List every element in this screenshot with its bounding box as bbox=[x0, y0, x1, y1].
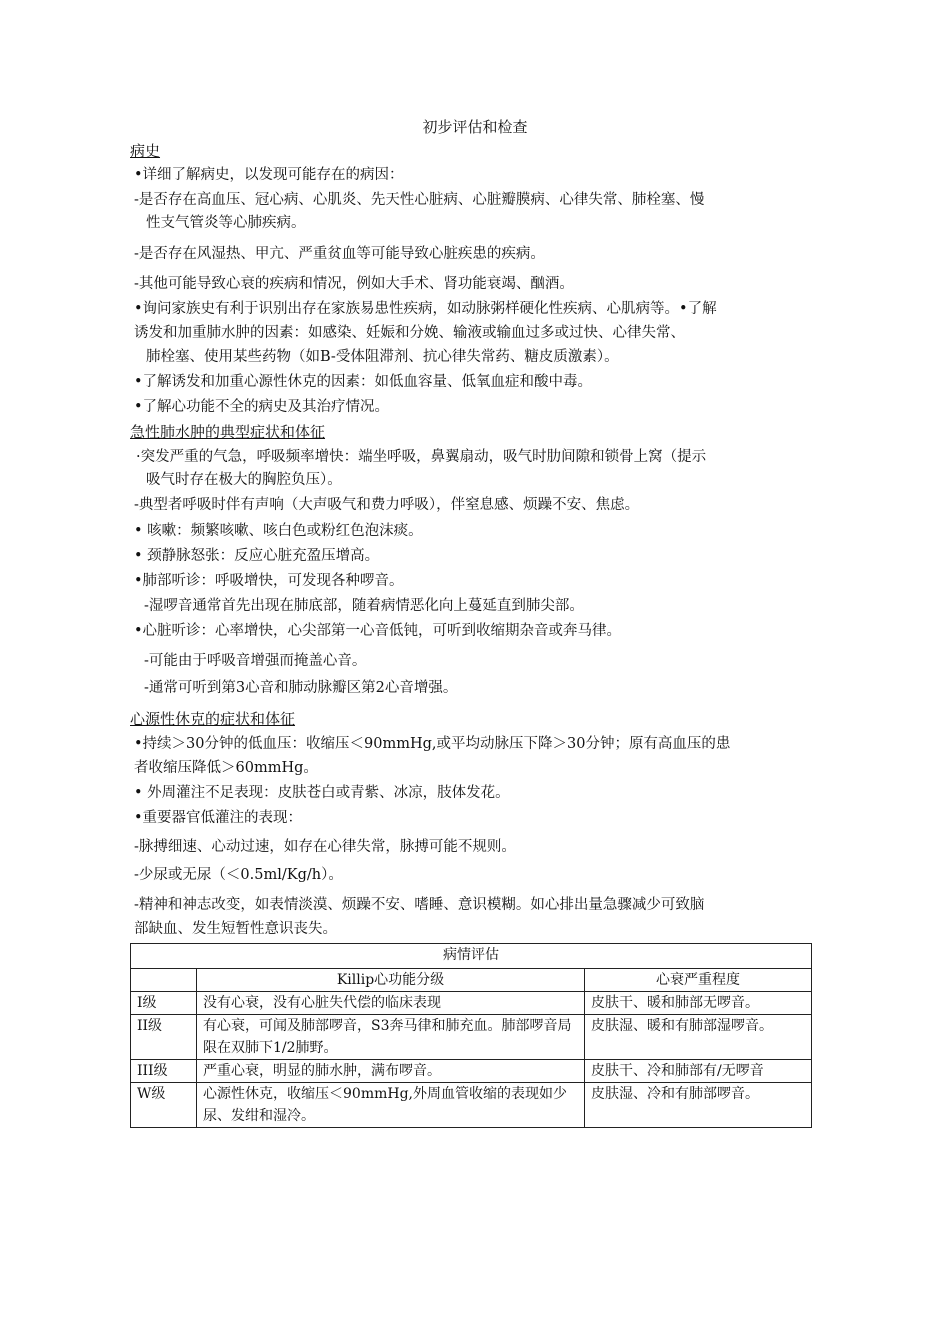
severity-cell: 皮肤湿、暖和有肺部湿啰音。 bbox=[585, 1015, 812, 1060]
grade-cell: I级 bbox=[131, 992, 197, 1015]
edema-line: •肺部听诊：呼吸增快，可发现各种啰音。 bbox=[134, 573, 404, 589]
table-header-row bbox=[131, 969, 812, 992]
history-line: •详细了解病史，以发现可能存在的病因： bbox=[134, 167, 404, 183]
history-line: -是否存在高血压、冠心病、心肌炎、先天性心脏病、心脏瓣膜病、心律失常、肺栓塞、慢 bbox=[134, 192, 705, 208]
shock-line: -精神和神志改变，如表情淡漠、烦躁不安、嗜睡、意识模糊。如心排出量急骤减少可致脑 bbox=[134, 897, 705, 913]
history-line: •了解心功能不全的病史及其治疗情况。 bbox=[134, 399, 390, 415]
assessment-table bbox=[130, 943, 812, 1128]
grade-cell: II级 bbox=[131, 1015, 197, 1060]
section-heading-history: 病史 bbox=[130, 142, 161, 160]
history-line: •询问家族史有利于识别出存在家族易患性疾病，如动脉粥样硬化性疾病、心肌病等。•了解 bbox=[134, 301, 717, 317]
killip-cell: 心源性休克，收缩压＜90mmHg,外周血管收缩的表现如少尿、发绀和湿冷。 bbox=[197, 1083, 585, 1128]
section-heading-cardiogenic-shock: 心源性休克的症状和体征 bbox=[130, 710, 296, 728]
table-caption: 病情评估 bbox=[131, 944, 812, 969]
edema-line: -通常可听到第3心音和肺动脉瓣区第2心音增强。 bbox=[144, 680, 458, 696]
severity-cell: 皮肤干、暖和肺部无啰音。 bbox=[585, 992, 812, 1015]
table-row bbox=[131, 1015, 812, 1060]
table-row bbox=[131, 1060, 812, 1083]
table-row bbox=[131, 992, 812, 1015]
shock-line: -少尿或无尿（＜0.5ml/Kg/h）。 bbox=[134, 867, 343, 883]
severity-cell: 皮肤湿、冷和有肺部啰音。 bbox=[585, 1083, 812, 1128]
edema-line: • 颈静脉怒张：反应心脏充盈压增高。 bbox=[134, 548, 380, 564]
history-line: 性支气管炎等心肺疾病。 bbox=[146, 215, 306, 231]
history-line: •了解诱发和加重心源性休克的因素：如低血容量、低氧血症和酸中毒。 bbox=[134, 374, 593, 390]
history-line: 诱发和加重肺水肿的因素：如感染、妊娠和分娩、输液或输血过多或过快、心律失常、 bbox=[134, 325, 685, 341]
table-header-cell bbox=[131, 969, 197, 992]
edema-line: -典型者呼吸时伴有声响（大声吸气和费力呼吸），伴窒息感、烦躁不安、焦虑。 bbox=[134, 497, 640, 513]
edema-line: ·突发严重的气急，呼吸频率增快：端坐呼吸，鼻翼扇动，吸气时肋间隙和锁骨上窝（提示 bbox=[136, 449, 707, 465]
killip-cell: 没有心衰，没有心脏失代偿的临床表现 bbox=[197, 992, 585, 1015]
killip-cell: 严重心衰，明显的肺水肿，满布啰音。 bbox=[197, 1060, 585, 1083]
grade-cell: W级 bbox=[131, 1083, 197, 1128]
table-header-cell: 心衰严重程度 bbox=[585, 969, 812, 992]
killip-cell: 有心衰，可闻及肺部啰音，S3奔马律和肺充血。肺部啰音局限在双肺下1/2肺野。 bbox=[197, 1015, 585, 1060]
table-caption-row bbox=[131, 944, 812, 969]
shock-line: •持续＞30分钟的低血压：收缩压＜90mmHg,或平均动脉压下降＞30分钟；原有高血压的患 bbox=[134, 736, 731, 752]
page-title: 初步评估和检查 bbox=[422, 118, 528, 136]
edema-line: •心脏听诊：心率增快，心尖部第一心音低钝，可听到收缩期杂音或奔马律。 bbox=[134, 623, 622, 639]
shock-line: •重要器官低灌注的表现： bbox=[134, 810, 303, 826]
shock-line: 部缺血、发生短暂性意识丧失。 bbox=[134, 921, 337, 937]
history-line: -是否存在风湿热、甲亢、严重贫血等可能导致心脏疾患的疾病。 bbox=[134, 246, 545, 262]
severity-cell: 皮肤干、冷和肺部有/无啰音 bbox=[585, 1060, 812, 1083]
edema-line: -可能由于呼吸音增强而掩盖心音。 bbox=[144, 653, 367, 669]
history-line: -其他可能导致心衰的疾病和情况，例如大手术、肾功能衰竭、酗酒。 bbox=[134, 276, 574, 292]
edema-line: -湿啰音通常首先出现在肺底部，随着病情恶化向上蔓延直到肺尖部。 bbox=[144, 598, 584, 614]
table-row bbox=[131, 1083, 812, 1128]
section-heading-pulmonary-edema: 急性肺水肿的典型症状和体征 bbox=[130, 423, 326, 441]
edema-line: 吸气时存在极大的胸腔负压）。 bbox=[146, 472, 342, 488]
grade-cell: III级 bbox=[131, 1060, 197, 1083]
shock-line: 者收缩压降低＞60mmHg。 bbox=[134, 760, 318, 776]
history-line: 肺栓塞、使用某些药物（如B-受体阻滞剂、抗心律失常药、糖皮质激素）。 bbox=[146, 349, 619, 365]
shock-line: -脉搏细速、心动过速，如存在心律失常，脉搏可能不规则。 bbox=[134, 839, 516, 855]
edema-line: • 咳嗽：频繁咳嗽、咳白色或粉红色泡沫痰。 bbox=[134, 523, 423, 539]
table-header-cell: Killip心功能分级 bbox=[197, 969, 585, 992]
shock-line: • 外周灌注不足表现：皮肤苍白或青紫、冰凉，肢体发花。 bbox=[134, 785, 510, 801]
